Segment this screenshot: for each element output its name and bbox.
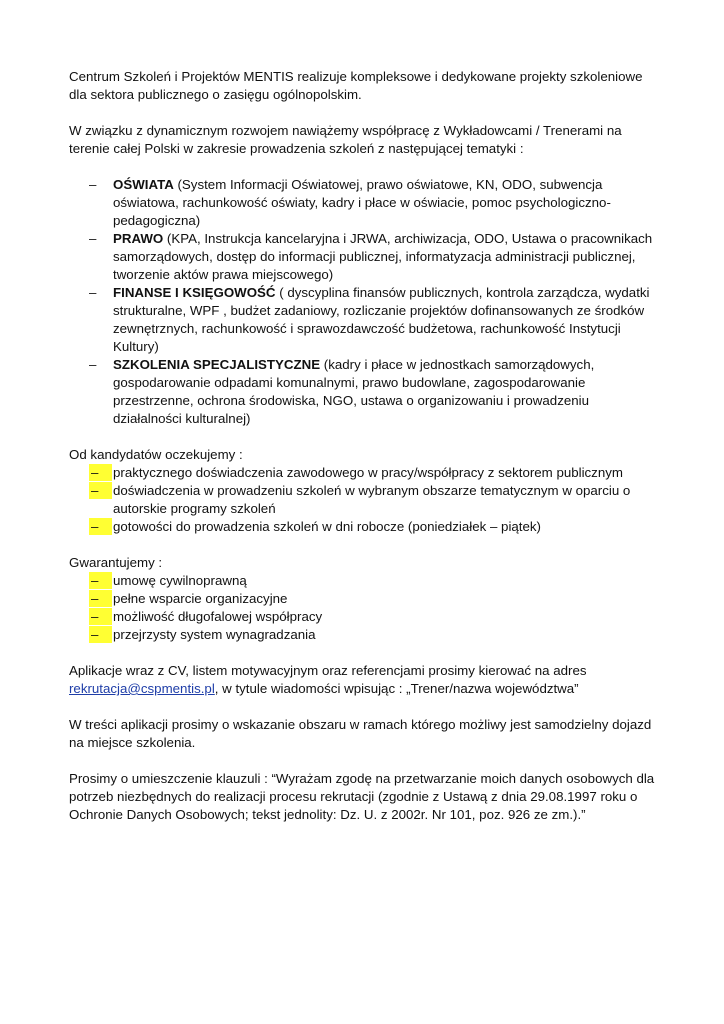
guarantee-item: [69, 590, 659, 608]
list-dash: –: [89, 357, 97, 372]
list-dash: –: [89, 285, 97, 300]
topics-list: [69, 176, 659, 428]
email-link[interactable]: rekrutacja@cspmentis.pl: [69, 681, 215, 696]
topic-item-szkolenia: [69, 356, 659, 428]
expect-item-text: gotowości do prowadzenia szkoleń w dni robocze (poniedziałek – piątek): [113, 519, 541, 534]
highlighted-dash: –: [89, 590, 112, 607]
topic-title: FINANSE I KSIĘGOWOŚĆ: [113, 285, 276, 300]
topic-description: (KPA, Instrukcja kancelaryjna i JRWA, archiwizacja, ODO, Ustawa o pracownikach samorządowych, dostęp do informacji publicznej, informatyzacja administracji publicznej, tworzenie aktów prawa miejscowego): [113, 231, 653, 282]
application-paragraph: [69, 662, 659, 698]
expect-item-text: praktycznego doświadczenia zawodowego w pracy/współpracy z sektorem publicznym: [113, 465, 623, 480]
expect-item: [69, 482, 659, 518]
topic-title: OŚWIATA: [113, 177, 174, 192]
topic-description: (System Informacji Oświatowej, prawo oświatowe, KN, ODO, subwencja oświatowa, rachunkowość oświaty, kadry i płace w oświacie, pomoc psychologiczno-pedagogiczna): [113, 177, 611, 228]
guarantee-item-text: możliwość długofalowej współpracy: [113, 609, 323, 624]
guarantee-item: [69, 572, 659, 590]
cooperation-paragraph: W związku z dynamicznym rozwojem nawiążemy współpracę z Wykładowcami / Trenerami na terenie całej Polski w zakresie prowadzenia szkoleń z następującej tematyki :: [69, 123, 622, 156]
list-dash: –: [89, 231, 97, 246]
expect-item: [69, 464, 659, 482]
topic-title: PRAWO: [113, 231, 164, 246]
guarantee-list: [69, 572, 659, 644]
topic-item-oswiata: [69, 176, 659, 230]
guarantee-item: [69, 608, 659, 626]
topic-item-finanse: [69, 284, 659, 356]
area-paragraph: W treści aplikacji prosimy o wskazanie obszaru w ramach którego możliwy jest samodzielny dojazd na miejsce szkolenia.: [69, 717, 652, 750]
application-text-before: Aplikacje wraz z CV, listem motywacyjnym oraz referencjami prosimy kierować na adres: [69, 663, 587, 678]
highlighted-dash: –: [89, 626, 112, 643]
guarantee-title: Gwarantujemy :: [69, 555, 163, 570]
highlighted-dash: –: [89, 482, 112, 499]
expect-title: Od kandydatów oczekujemy :: [69, 447, 243, 462]
expect-item: [69, 518, 659, 536]
document-page: [69, 68, 659, 842]
application-text-after: , w tytule wiadomości wpisując : „Trener/nazwa województwa”: [214, 681, 579, 696]
highlighted-dash: –: [89, 572, 112, 589]
intro-paragraph: Centrum Szkoleń i Projektów MENTIS realizuje kompleksowe i dedykowane projekty szkoleniowe dla sektora publicznego o zasięgu ogólnopolskim.: [69, 69, 643, 102]
highlighted-dash: –: [89, 518, 112, 535]
guarantee-item-text: przejrzysty system wynagradzania: [113, 627, 316, 642]
expect-item-text: doświadczenia w prowadzeniu szkoleń w wybranym obszarze tematycznym w oparciu o autorskie programy szkoleń: [113, 483, 631, 516]
topic-description: (kadry i płace w jednostkach samorządowych, gospodarowanie odpadami komunalnymi, prawo budowlane, zagospodarowanie przestrzenne, ochrona środowiska, NGO, ustawa o organizowaniu i prowadzeniu działalności kulturalnej): [113, 357, 595, 426]
topic-description: ( dyscyplina finansów publicznych, kontrola zarządcza, wydatki strukturalne, WPF , budżet zadaniowy, rozliczanie projektów dofinansowanych ze środków zewnętrznych, rachunkowość i sprawozdawczość budżetowa, rachunkowość Instytucji Kultury): [113, 285, 650, 354]
list-dash: –: [89, 177, 97, 192]
guarantee-item-text: umowę cywilnoprawną: [113, 573, 247, 588]
topic-title: SZKOLENIA SPECJALISTYCZNE: [113, 357, 321, 372]
expect-list: [69, 464, 659, 536]
highlighted-dash: –: [89, 608, 112, 625]
guarantee-item: [69, 626, 659, 644]
topic-item-prawo: [69, 230, 659, 284]
clause-paragraph: Prosimy o umieszczenie klauzuli : “Wyrażam zgodę na przetwarzanie moich danych osobowych dla potrzeb niezbędnych do realizacji procesu rekrutacji (zgodnie z Ustawą z dnia 29.08.1997 roku o Ochronie Danych Osobowych; tekst jednolity: Dz. U. z 2002r. Nr 101, poz. 926 ze zm.).”: [69, 771, 655, 822]
highlighted-dash: –: [89, 464, 112, 481]
guarantee-item-text: pełne wsparcie organizacyjne: [113, 591, 288, 606]
